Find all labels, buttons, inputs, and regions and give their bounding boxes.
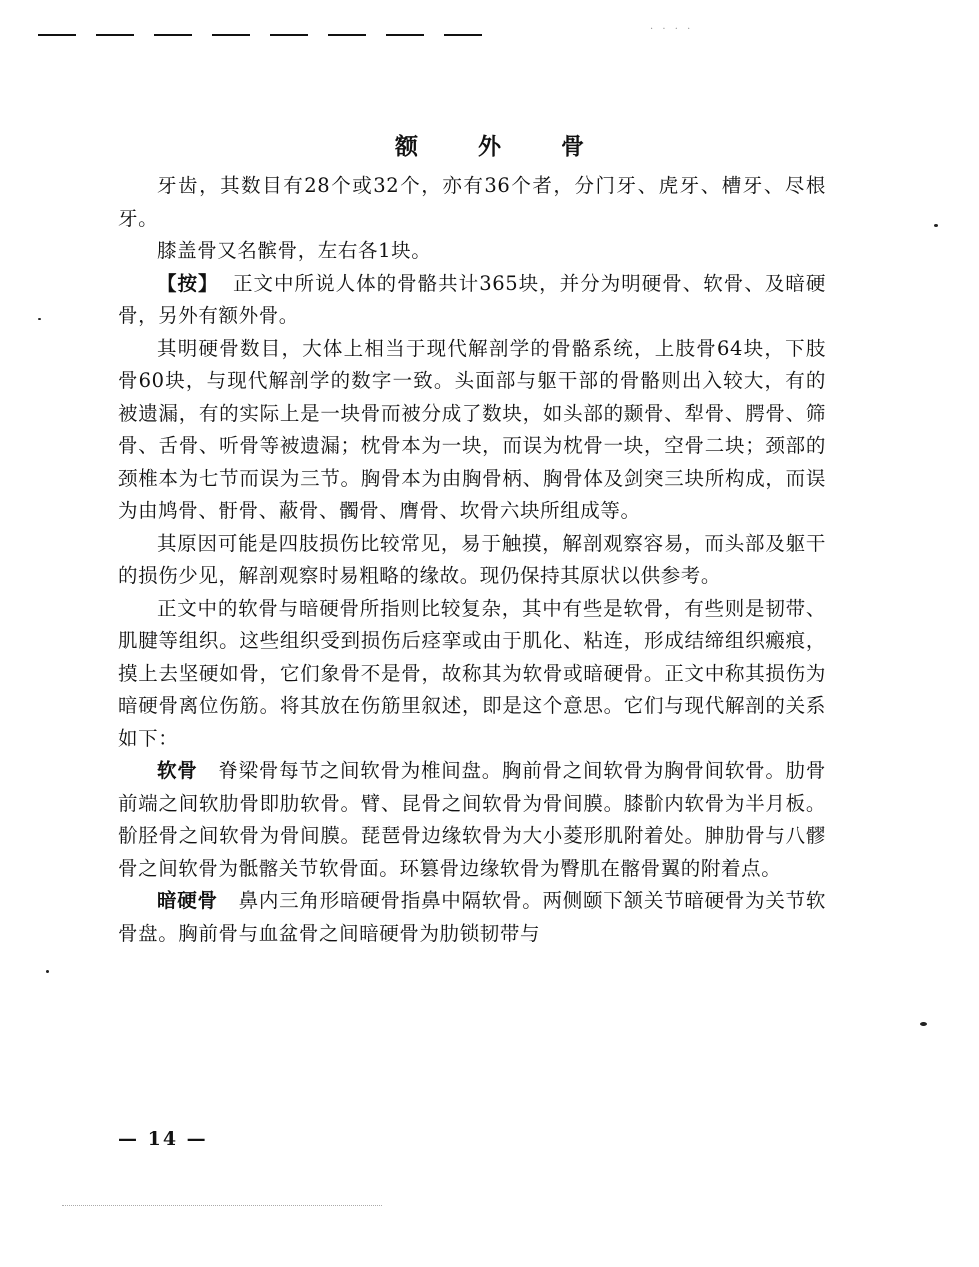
paragraph: 其原因可能是四肢损伤比较常见，易于触摸，解剖观察容易，而头部及躯干的损伤少见，解剖观察时易粗略的缘故。现仍保持其原状以供参考。 <box>118 531 826 587</box>
page-number: — 14 — <box>118 1128 208 1150</box>
scan-speck <box>46 970 49 973</box>
paragraph: 软骨 脊梁骨每节之间软骨为椎间盘。胸前骨之间软骨为胸骨间软骨。肋骨前端之间软肋骨即肋软骨。臂、昆骨之间软骨为骨间膜。膝骱内软骨为半月板。骱胫骨之间软骨为骨间膜。琵琶骨边缘软骨为大小菱形肌附着处。胂肋骨与八髎骨之间软骨为骶髂关节软骨面。环篡骨边缘软骨为臀肌在髂骨翼的附着点。 <box>118 759 826 880</box>
paragraph: 牙齿，其数目有28个或32个，亦有36个者，分门牙、虎牙、槽牙、尽根牙。 <box>118 174 826 230</box>
paragraph: 正文中的软骨与暗硬骨所指则比较复杂，其中有些是软骨，有些则是韧带、肌腱等组织。这些组织受到损伤后痉挛或由于肌化、粘连，形成结缔组织瘢痕，摸上去坚硬如骨，它们象骨不是骨，故称其为软骨或暗硬骨。正文中称其损伤为暗硬骨离位伤筋。将其放在伤筋里叙述，即是这个意思。它们与现代解剖的关系如下： <box>118 596 826 750</box>
scan-speck <box>934 224 938 227</box>
paragraph: 【按】 正文中所说人体的骨骼共计365块，并分为明硬骨、软骨、及暗硬骨，另外有额外骨。 <box>118 271 826 327</box>
scan-noise <box>62 1205 382 1210</box>
paragraph: 膝盖骨又名髌骨，左右各1块。 <box>157 239 432 262</box>
paragraph: 暗硬骨 鼻内三角形暗硬骨指鼻中隔软骨。两侧颐下颔关节暗硬骨为关节软骨盘。胸前骨与血盆骨之间暗硬骨为肋锁韧带与 <box>118 889 826 945</box>
scan-speck <box>920 1022 927 1026</box>
scan-noise: · · · · <box>650 24 694 35</box>
scan-speck <box>38 318 41 320</box>
paragraph: 其明硬骨数目，大体上相当于现代解剖学的骨骼系统，上肢骨64块，下肢骨60块，与现代解剖学的数字一致。头面部与躯干部的骨骼则出入较大，有的被遗漏，有的实际上是一块骨而被分成了数块，如头部的颞骨、犁骨、腭骨、筛骨、舌骨、听骨等被遗漏；枕骨本为一块，而误为枕骨一块，空骨二块；颈部的颈椎本为七节而误为三节。胸骨本为由胸骨柄、胸骨体及剑突三块所构成，而误为由鸠骨、骬骨、蔽骨、髑骨、膺骨、坎骨六块所组成等。 <box>118 336 826 522</box>
body-text <box>118 170 826 950</box>
page-title: 额 外 骨 <box>394 133 610 160</box>
header-rule <box>38 26 508 38</box>
